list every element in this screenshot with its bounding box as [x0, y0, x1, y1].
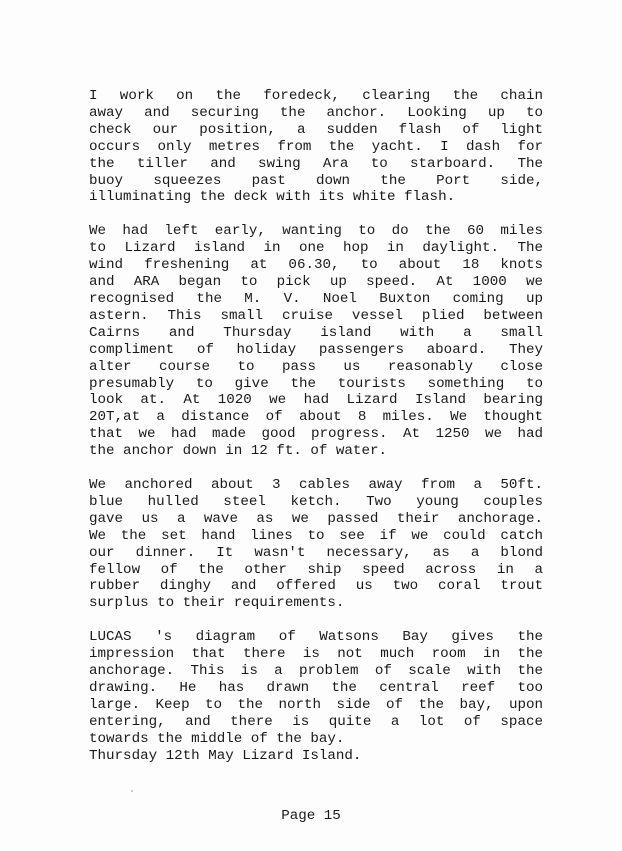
text-line: to Lizard island in one hop in daylight. The — [89, 240, 543, 257]
page-number: Page 15 — [281, 808, 341, 824]
text-line: away and securing the anchor. Looking up to — [89, 104, 543, 121]
text-line: compliment of holiday passengers aboard. They — [89, 341, 543, 358]
body-text — [89, 88, 543, 765]
paragraph-3 — [89, 477, 543, 612]
text-line: our dinner. It wasn't necessary, as a blond — [89, 544, 543, 561]
text-line: the anchor down in 12 ft. of water. — [89, 443, 387, 460]
scan-speck — [131, 790, 133, 792]
text-line: 20T,at a distance of about 8 miles. We thought — [89, 409, 543, 426]
text-line: blue hulled steel ketch. Two young couples — [89, 493, 543, 510]
text-line: We had left early, wanting to do the 60 miles — [89, 223, 543, 240]
text-line: impression that there is not much room in the — [89, 646, 543, 663]
text-line: buoy squeezes past down the Port side, — [89, 172, 543, 189]
text-line: anchorage. This is a problem of scale with the — [89, 663, 543, 680]
text-line: alter course to pass us reasonably close — [89, 358, 543, 375]
text-line: illuminating the deck with its white flash. — [89, 189, 456, 206]
text-line: presumably to give the tourists something to — [89, 375, 543, 392]
text-line: look at. At 1020 we had Lizard Island bearing — [89, 392, 543, 409]
text-line: LUCAS 's diagram of Watsons Bay gives the — [89, 629, 543, 646]
text-line: drawing. He has drawn the central reef too — [89, 680, 543, 696]
text-line: and ARA began to pick up speed. At 1000 we — [89, 274, 543, 291]
text-line: the tiller and swing Ara to starboard. The — [89, 155, 543, 172]
text-line: that we had made good progress. At 1250 we had — [89, 426, 543, 443]
text-line: gave us a wave as we passed their anchorage. — [89, 510, 543, 527]
closing-line: Thursday 12th May Lizard Island. — [89, 747, 362, 764]
text-line: We anchored about 3 cables away from a 50ft. — [89, 477, 543, 494]
paragraph-2 — [89, 223, 543, 460]
text-line: check our position, a sudden flash of light — [89, 121, 543, 138]
text-line: rubber dinghy and offered us two coral trout — [89, 578, 543, 595]
text-line: fellow of the other ship speed across in a — [89, 561, 543, 578]
paragraph-4 — [89, 629, 543, 747]
text-line: occurs only metres from the yacht. I dash for — [89, 138, 543, 155]
text-line: surplus to their requirements. — [89, 595, 345, 612]
text-line: recognised the M. V. Noel Buxton coming up — [89, 290, 543, 307]
text-line: I work on the foredeck, clearing the chain — [89, 88, 543, 104]
text-line: We the set hand lines to see if we could catch — [89, 527, 543, 544]
text-line: large. Keep to the north side of the bay, upon — [89, 696, 543, 713]
text-line: entering, and there is quite a lot of space — [89, 713, 543, 730]
paragraph-1 — [89, 88, 543, 206]
text-line: towards the middle of the bay. — [89, 730, 345, 747]
text-line: astern. This small cruise vessel plied between — [89, 307, 543, 324]
text-line: Cairns and Thursday island with a small — [89, 324, 543, 341]
text-line: wind freshening at 06.30, to about 18 knots — [89, 257, 543, 274]
